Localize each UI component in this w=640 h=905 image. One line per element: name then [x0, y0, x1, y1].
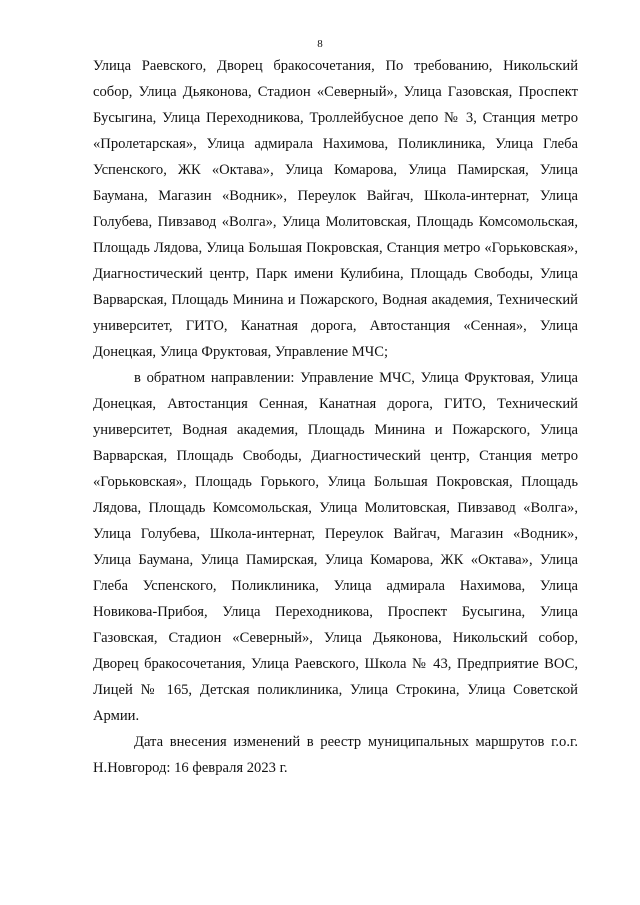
registry-date-paragraph: Дата внесения изменений в реестр муниципальных маршрутов г.о.г. Н.Новгород: 16 февраля 2023 г. — [93, 734, 578, 776]
route-forward-paragraph: Улица Раевского, Дворец бракосочетания, По требованию, Никольский собор, Улица Дьяконова, Стадион «Северный», Улица Газовская, Проспект Бусыгина, Улица Переходникова, Троллейбусное депо № 3, Станция метро «Пролетарская», Улица адмирала Нахимова, Поликлиника, Улица Глеба Успенского, ЖК «Октава», Улица Комарова, Улица Памирская, Улица Баумана, Магазин «Водник», Переулок Вайгач, Школа-интернат, Улица Голубева, Пивзавод «Волга», Улица Молитовская, Площадь Комсомольская, Площадь Лядова, Улица Большая Покровская, Станция метро «Горьковская», Диагностический центр, Парк имени Кулибина, Площадь Свободы, Улица Варварская, Площадь Минина и Пожарского, Водная академия, Технический университет, ГИТО, Канатная дорога, Автостанция «Сенная», Улица Донецкая, Улица Фруктовая, Управление МЧС; — [93, 58, 578, 360]
document-body — [93, 53, 578, 781]
page-number: 8 — [317, 38, 323, 50]
route-reverse-paragraph: в обратном направлении: Управление МЧС, Улица Фруктовая, Улица Донецкая, Автостанция Сенная, Канатная дорога, ГИТО, Технический университет, Водная академия, Площадь Минина и Пожарского, Улица Варварская, Площадь Свободы, Диагностический центр, Станция метро «Горьковская», Площадь Горького, Улица Большая Покровская, Площадь Лядова, Площадь Комсомольская, Улица Молитовская, Пивзавод «Волга», Улица Голубева, Школа-интернат, Переулок Вайгач, Магазин «Водник», Улица Баумана, Улица Памирская, Улица Комарова, ЖК «Октава», Улица Глеба Успенского, Поликлиника, Улица адмирала Нахимова, Улица Новикова-Прибоя, Улица Переходникова, Проспект Бусыгина, Улица Газовская, Стадион «Северный», Улица Дьяконова, Никольский собор, Дворец бракосочетания, Улица Раевского, Школа № 43, Предприятие ВОС, Лицей № 165, Детская поликлиника, Улица Строкина, Улица Советской Армии. — [93, 370, 578, 724]
